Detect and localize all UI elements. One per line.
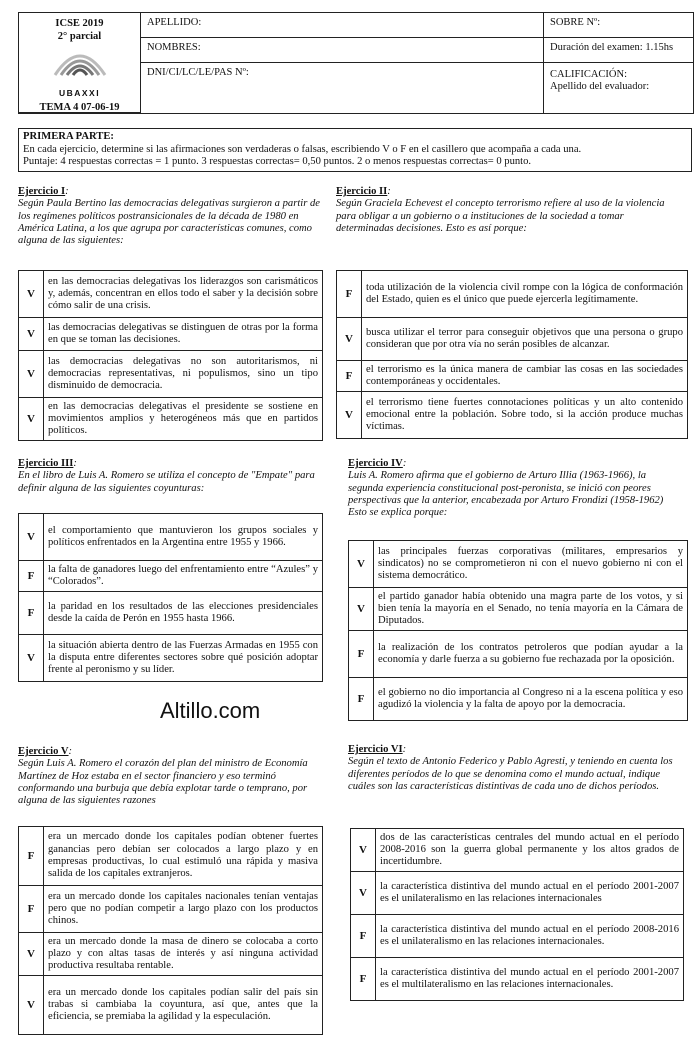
statement: la característica distintiva del mundo actual en el período 2008-2016 es el unilateralismo en las relaciones internacionales. <box>376 915 684 958</box>
exercise-title: Ejercicio IV <box>348 458 403 469</box>
statement: era un mercado donde los capitales podían salir del país sin trabas si cambiaba la coyuntura, así que, antes que la eficiencia, se premiaba la agilidad y la especulación. <box>44 976 323 1035</box>
statement: era un mercado donde la masa de dinero se colocaba a corto plazo y con altas tasas de interés y así ninguna actividad productiva resultaba rentable. <box>44 933 323 976</box>
table-row <box>349 588 688 631</box>
table-row <box>19 318 323 351</box>
exercise-prompt: Según el texto de Antonio Federico y Pablo Agresti, y teniendo en cuenta los diferentes períodos de lo que se denomina como el mundo actual, indique cuáles son las características distintivas de cada uno de dichos períodos. <box>348 756 673 792</box>
table-row <box>19 886 323 933</box>
instructions-text: En cada ejercicio, determine si las afirmaciones son verdaderas o falsas, escribiendo V o F en el casillero que acompaña a cada una. <box>23 143 582 155</box>
watermark: Altillo.com <box>160 698 261 723</box>
statement: el terrorismo tiene fuertes connotaciones políticas y un alto contenido emocional entre la población. Sobre todo, si la acción produce muchas víctimas. <box>362 392 688 439</box>
exercise-4: Ejercicio IV: Luis A. Romero afirma que el gobierno de Arturo Illia (1963-1966), la segunda experiencia constitucional post-peronista, se inició con peores perspectivas que la anterior, encabezada por Arturo Frondizi (1958-1962) Esto se explica porque: <box>348 458 664 519</box>
statement: en las democracias delegativas los liderazgos son carismáticos y, además, concentran en ellos todo el saber y la decisión sobre cómo salir de una crisis. <box>44 271 323 318</box>
table-row <box>19 398 323 441</box>
scoring-text: Puntaje: 4 respuestas correctas = 1 punto. 3 respuestas correctas= 0,50 puntos. 2 o menos respuestas correctas= 0 punto. <box>23 156 532 167</box>
calificacion-field[interactable] <box>544 63 693 113</box>
exam-subtitle: 2° parcial <box>57 31 102 42</box>
table-row <box>351 829 684 872</box>
statement: la falta de ganadores luego del enfrentamiento entre “Azules” y “Colorados”. <box>44 561 323 592</box>
exercise-prompt: Luis A. Romero afirma que el gobierno de Arturo Illia (1963-1966), la segunda experiencia constitucional post-peronista, se inició con peores perspectivas que la anterior, encabezada por Arturo Frondizi (1958-1962) Esto se explica porque: <box>348 470 664 519</box>
exercise-5-table <box>18 826 323 1035</box>
table-row <box>349 541 688 588</box>
answer-box[interactable]: V <box>349 588 374 631</box>
statement: el partido ganador había obtenido una magra parte de los votos, y si bien tenía la mayoría en el Senado, no tenía mayoría en la Cámara de Diputados. <box>374 588 688 631</box>
answer-box[interactable]: F <box>19 592 44 635</box>
exam-title: ICSE 2019 <box>55 18 104 29</box>
exercise-prompt: Según Graciela Echevest el concepto terrorismo refiere al uso de la violencia para obligar a un gobierno o a instituciones de la sociedad a tomar determinadas decisiones. Esto es así porque: <box>336 198 665 234</box>
statement: en las democracias delegativas el presidente se sostiene en movimientos amplios y heterogéneos más que en partidos políticos. <box>44 398 323 441</box>
answer-box[interactable]: V <box>19 351 44 398</box>
statement: toda utilización de la violencia civil rompe con la lógica de conformación del Estado, quien es el único que puede ejercerla legítimamente. <box>362 271 688 318</box>
answer-box[interactable]: V <box>19 514 44 561</box>
answer-box[interactable]: V <box>19 635 44 682</box>
table-row <box>19 976 323 1035</box>
table-row <box>337 361 688 392</box>
table-row <box>19 592 323 635</box>
answer-box[interactable]: V <box>351 829 376 872</box>
exercise-prompt: Según Paula Bertino las democracias delegativas surgieron a partir de los regímenes políticos postransicionales de la década de 1980 en América Latina, a los que agrupa por características comunes, como alguna de las siguientes: <box>18 198 320 247</box>
answer-box[interactable]: F <box>349 631 374 678</box>
answer-box[interactable]: V <box>19 933 44 976</box>
exercise-1-table <box>18 270 323 441</box>
exam-id-cell <box>19 13 141 113</box>
statement: las democracias delegativas se distinguen de otras por la forma en que se toman las decisiones. <box>44 318 323 351</box>
answer-box[interactable]: F <box>19 561 44 592</box>
exercise-title: Ejercicio V <box>18 746 69 757</box>
exercise-4-table <box>348 540 688 721</box>
exercise-3-table <box>18 513 323 682</box>
answer-box[interactable]: V <box>351 872 376 915</box>
table-row <box>19 635 323 682</box>
table-row <box>337 271 688 318</box>
duracion-label: Duración del examen: 1.15hs <box>550 42 674 53</box>
statement: busca utilizar el terror para conseguir objetivos que una persona o grupo consideran que por otra vía no serán posibles de alcanzar. <box>362 318 688 361</box>
answer-box[interactable]: F <box>337 271 362 318</box>
sobre-field[interactable] <box>544 13 693 38</box>
answer-box[interactable]: V <box>19 271 44 318</box>
table-row <box>351 872 684 915</box>
answer-box[interactable]: V <box>19 398 44 441</box>
apellido-label: APELLIDO: <box>147 17 202 28</box>
table-row <box>337 318 688 361</box>
exercise-5: Ejercicio V: Según Luis A. Romero el corazón del plan del ministro de Economía Martínez de Hoz estaba en el sector financiero y eso terminó conformando una burbuja que debía explotar tarde o temprano, por alguna de las siguientes razones <box>18 746 308 807</box>
answer-box[interactable]: V <box>19 976 44 1035</box>
exercise-title: Ejercicio VI <box>348 744 403 755</box>
statement: el terrorismo es la única manera de cambiar las cosas en las sociedades contemporáneas y occidentales. <box>362 361 688 392</box>
statement: era un mercado donde los capitales podían obtener fuertes ganancias pero debían ser colocados a largo plazo y en empresas productivas, lo cual estimuló una rápida y masiva salida de los capitales extranjeros. <box>44 827 323 886</box>
answer-box[interactable]: F <box>337 361 362 392</box>
evaluador-label: Apellido del evaluador: <box>550 81 650 92</box>
calificacion-label: CALIFICACIÓN: <box>550 69 628 80</box>
answer-box[interactable]: F <box>19 886 44 933</box>
statement: la situación abierta dentro de las Fuerzas Armadas en 1955 con la disputa entre diferentes sectores sobre qué posición adoptar frente al peronismo y su líder. <box>44 635 323 682</box>
statement: las principales fuerzas corporativas (militares, empresarios y sindicatos) no se comprometieron ni con el nuevo gobierno ni con el sistema democrático. <box>374 541 688 588</box>
exercise-prompt: Según Luis A. Romero el corazón del plan del ministro de Economía Martínez de Hoz estaba en el sector financiero y eso terminó conformando una burbuja que debía explotar tarde o temprano, por alguna de las siguientes razones <box>18 758 308 807</box>
table-row <box>349 631 688 678</box>
answer-box[interactable]: V <box>349 541 374 588</box>
duracion-cell <box>544 38 693 63</box>
apellido-field[interactable] <box>141 13 544 38</box>
exercise-title: Ejercicio III <box>18 458 74 469</box>
statement: dos de las características centrales del mundo actual en el período 2008-2016 son la guerra global permanente y los altos grados de incertidumbre. <box>376 829 684 872</box>
exercise-title: Ejercicio I <box>18 186 66 197</box>
statement: las democracias delegativas no son autoritarismos, ni democracias representativas, ni populismos, sino un tipo disminuido de democracia. <box>44 351 323 398</box>
ubaxxi-logo-icon <box>51 45 109 85</box>
exercise-prompt: En el libro de Luis A. Romero se utiliza el concepto de "Empate" para definir alguna de las siguientes coyunturas: <box>18 470 315 494</box>
table-row <box>349 678 688 721</box>
nombres-field[interactable] <box>141 38 544 63</box>
statement: la característica distintiva del mundo actual en el período 2001-2007 es el unilateralismo en las relaciones internacionales <box>376 872 684 915</box>
tema-label: TEMA 4 07-06-19 <box>39 102 120 113</box>
exam-header <box>18 12 694 114</box>
table-row <box>19 351 323 398</box>
dni-field[interactable] <box>141 63 544 113</box>
answer-box[interactable]: V <box>337 392 362 439</box>
table-row <box>351 915 684 958</box>
statement: era un mercado donde los capitales nacionales tenían ventajas pero que no podían competir a largo plazo con los productos chinos. <box>44 886 323 933</box>
answer-box[interactable]: F <box>351 958 376 1001</box>
exercise-3: Ejercicio III: En el libro de Luis A. Romero se utiliza el concepto de "Empate" para definir alguna de las siguientes coyunturas: <box>18 458 315 494</box>
statement: la característica distintiva del mundo actual en el período 2001-2007 es el multilateralismo en las relaciones internacionales. <box>376 958 684 1001</box>
statement: el gobierno no dio importancia al Congreso ni a la escena política y eso agudizó la violencia y la falta de apoyo por la democracia. <box>374 678 688 721</box>
exercise-1: Ejercicio I: Según Paula Bertino las democracias delegativas surgieron a partir de los regímenes políticos postransicionales de la década de 1980 en América Latina, a los que agrupa por características comunes, como alguna de las siguientes: <box>18 186 320 247</box>
exercise-6: Ejercicio VI: Según el texto de Antonio Federico y Pablo Agresti, y teniendo en cuenta los diferentes períodos de lo que se denomina como el mundo actual, indique cuáles son las características distintivas de cada uno de dichos períodos. <box>348 744 673 792</box>
exercise-title: Ejercicio II <box>336 186 388 197</box>
dni-label: DNI/CI/LC/LE/PAS Nº: <box>147 67 249 78</box>
table-row <box>19 827 323 886</box>
exercise-6-table <box>350 828 684 1001</box>
nombres-label: NOMBRES: <box>147 42 201 53</box>
answer-box[interactable]: F <box>349 678 374 721</box>
table-row <box>351 958 684 1001</box>
answer-box[interactable]: F <box>351 915 376 958</box>
statement: el comportamiento que mantuvieron los grupos sociales y políticos enfrentados en la Argentina entre 1955 y 1966. <box>44 514 323 561</box>
answer-box[interactable]: V <box>337 318 362 361</box>
exercise-2-table <box>336 270 688 439</box>
table-row <box>337 392 688 439</box>
exercise-2: Ejercicio II: Según Graciela Echevest el concepto terrorismo refiere al uso de la violencia para obligar a un gobierno o a instituciones de la sociedad a tomar determinadas decisiones. Esto es así porque: <box>336 186 665 234</box>
answer-box[interactable]: F <box>19 827 44 886</box>
section-title: PRIMERA PARTE: <box>23 131 114 142</box>
table-row <box>19 514 323 561</box>
statement: la realización de los contratos petroleros que podían ayudar a la economía y darle fuerza a su gobierno fue rechazada por la oposición. <box>374 631 688 678</box>
statement: la paridad en los resultados de las elecciones presidenciales desde la caída de Perón en 1955 hasta 1966. <box>44 592 323 635</box>
logo-text: UBAXXI <box>58 88 101 98</box>
table-row <box>19 933 323 976</box>
sobre-label: SOBRE Nº: <box>550 17 601 28</box>
table-row <box>19 561 323 592</box>
table-row <box>19 271 323 318</box>
answer-box[interactable]: V <box>19 318 44 351</box>
instructions-box <box>18 128 692 172</box>
